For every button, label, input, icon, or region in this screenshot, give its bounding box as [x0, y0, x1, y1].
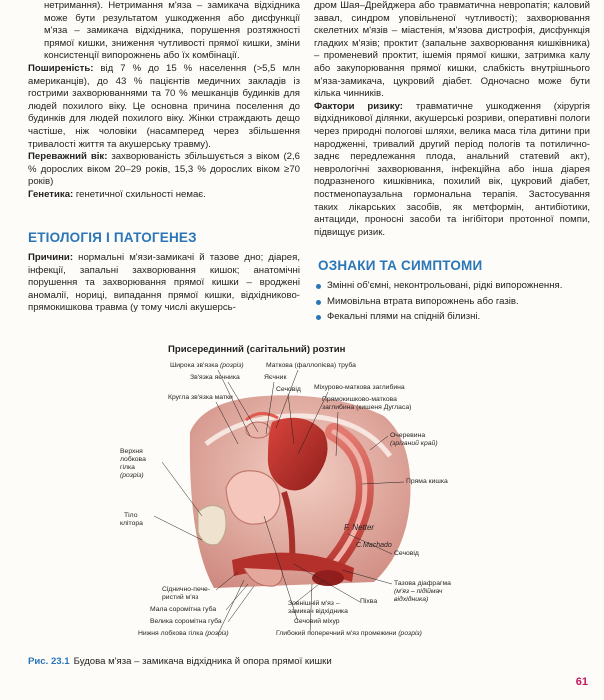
risk-factors-paragraph	[314, 101, 590, 240]
genetics-text: генетичної схильності немає.	[73, 188, 206, 200]
signs-list	[314, 280, 590, 324]
causes-term: Причини:	[28, 252, 74, 263]
label-external-sphincter-2: замикач відхідника	[288, 608, 348, 615]
label-ischiocavernosus: Сіднично-пече-	[162, 586, 211, 593]
label-superior-pubic-ramus-2: лобкова	[120, 456, 146, 463]
label-external-sphincter: Зовнішній м'яз –	[288, 600, 340, 607]
label-labia-majora: Велика соромітна губа	[150, 618, 222, 625]
age-text: захворюваність збільшується з віком (2,6 % дорослих віком 20–29 років, 15,3 % дорослих віком ≥70 років)	[28, 151, 300, 188]
leader-lines	[98, 344, 498, 644]
label-ovary: Яєчник	[264, 374, 287, 381]
anatomy-figure	[98, 344, 498, 644]
genetics-term: Генетика:	[28, 188, 74, 200]
label-rectouterine-pouch-2: заглибина (кишеня Дугласа)	[322, 404, 412, 411]
label-ischiocavernosus-2: ристий м'яз	[162, 594, 199, 601]
label-superior-pubic-ramus: Верхня	[120, 448, 143, 455]
prevalence-text: від 7 % до 15 % населення (>5,5 млн американців), до 43 % пацієнтів медичних закладів із гострими захворюваннями та 70 % мешканців будинків для людей похилого віку. Це основна причина поселення до будинків для людей похилого віку. Жінки страждають дещо частіше, ніж чоловіки (насамперед через збільшення тривалості життя та акушерську травму).	[28, 62, 300, 150]
label-peritoneum-note: (зрізаний край)	[390, 440, 438, 447]
intro-paragraph: нетримання). Нетримання м'яза – замикача відхідника може бути результатом ушкодження або дисфункції м'яза – замикача відхідника, порушення розтяжності прямої кишки, зниження чутливості прямої кишки, зміни консистенції випорожнень або їх комбінації.	[44, 0, 300, 62]
artist-signature-2: C.Machado	[356, 542, 392, 549]
label-pelvic-diaphragm: Тазова діафрагма	[394, 580, 451, 587]
sign-item: Змінні об'ємні, неконтрольовані, рідкі випорожнення.	[314, 280, 590, 293]
right-column	[314, 0, 590, 239]
sign-item: Фекальні плями на спідній білизні.	[314, 311, 590, 324]
label-superior-pubic-ramus-note: (розріз)	[120, 472, 144, 479]
figure-title: Присерединний (сагітальний) розтин	[168, 344, 346, 355]
risk-factors-term: Фактори ризику:	[314, 100, 403, 112]
artist-signature-1: F. Netter	[344, 523, 375, 532]
age-paragraph	[28, 151, 300, 189]
causes-paragraph	[28, 252, 300, 315]
label-uterine-tube: Маткова (фаллопієва) труба	[266, 362, 356, 369]
causes-continued: дром Шая–Дрейджера або травматична невропатія; каловий завал, синдром уповільненої чутливості); захворювання скелетних м'язів – міастенія, м'язова дистрофія, дисфункція гладких м'язів; проктит (запальне захворювання кишківника) – променевий проктит, ішемія прямої кишки, затримка калу або закупорювання прямої кишки, слабкість внутрішнього м'яза-замикача, цукровий діабет. Одночасно може бути кілька чинників.	[314, 0, 590, 100]
label-rectouterine-pouch: Прямокишково-маткова	[322, 396, 397, 403]
label-superior-pubic-ramus-3: гілка	[120, 464, 135, 471]
genetics-paragraph	[28, 189, 300, 202]
causes-text: нормальні м'язи-замикачі й тазове дно; діарея, інфекції, запальні захворювання кишок; анатомічні порушення та захворювання прямої кишки – вроджені аномалії, нориці, випадання прямої кишки, відхідниково-прямокишкова травма (у тому числі акушерсь-	[28, 252, 300, 314]
label-inferior-pubic-ramus: Нижня лобкова гілка (розріз)	[138, 630, 229, 637]
signs-heading: ОЗНАКИ ТА СИМПТОМИ	[318, 258, 483, 273]
prevalence-paragraph	[28, 63, 300, 151]
left-column-causes	[28, 252, 300, 315]
page-number: 61	[575, 676, 588, 688]
label-ureter: Сечовід	[276, 386, 301, 393]
label-pelvic-diaphragm-note-2: відхідника)	[394, 596, 429, 603]
signs-block	[314, 280, 590, 327]
left-column	[28, 0, 300, 202]
label-clitoris-2: клітора	[120, 520, 143, 527]
caption-number: Рис. 23.1	[28, 656, 70, 667]
label-pelvic-diaphragm-note: (м'яз – підіймач	[394, 588, 443, 595]
label-vesicouterine-pouch: Міхурово-маткова заглибина	[314, 384, 405, 391]
label-vagina: Піхва	[360, 598, 378, 605]
label-ovarian-ligament: Зв'язка яєчника	[190, 374, 240, 381]
label-deep-transverse: Глибокий поперечний м'яз промежини (розріз)	[276, 630, 422, 637]
label-bladder: Сечовий міхур	[294, 618, 340, 625]
label-clitoris: Тіло	[124, 512, 138, 519]
figure-caption	[28, 656, 332, 667]
etiology-heading: ЕТІОЛОГІЯ І ПАТОГЕНЕЗ	[28, 230, 197, 245]
label-broad-ligament: Широка зв'язка (розріз)	[170, 362, 244, 369]
caption-text: Будова м'яза – замикача відхідника й опора прямої кишки	[73, 656, 332, 667]
label-rectum: Пряма кишка	[406, 478, 448, 485]
label-ureter-lower: Сечовід	[394, 550, 419, 557]
sign-item: Мимовільна втрата випорожнень або газів.	[314, 296, 590, 309]
label-labia-minora: Мала соромітна губа	[150, 606, 217, 613]
label-peritoneum: Очеревина	[390, 432, 426, 439]
risk-factors-text: травматичне ушкодження (хірургія відхідникової ділянки, акушерські розриви, оперативні пологи через природні пологові шляхи, велика маса тіла дитини при народженні, тривалий другий період пологів та потилично-заднє передлежання плода, анальний статевий акт), неврологічні захворювання, інфекційна або інша діарея подразненого кишківника, похилий вік, цукровий діабет, постменопаузальна гормональна терапія. Застосування таких лікарських засобів, як метформін, антибіотики, антациди, проносні засоби та інгібітори протонної помпи, підвищує ризик.	[314, 100, 590, 238]
label-round-ligament: Кругла зв'язка матки	[168, 394, 233, 401]
prevalence-term: Поширеність:	[28, 62, 94, 74]
age-term: Переважний вік:	[28, 151, 108, 163]
